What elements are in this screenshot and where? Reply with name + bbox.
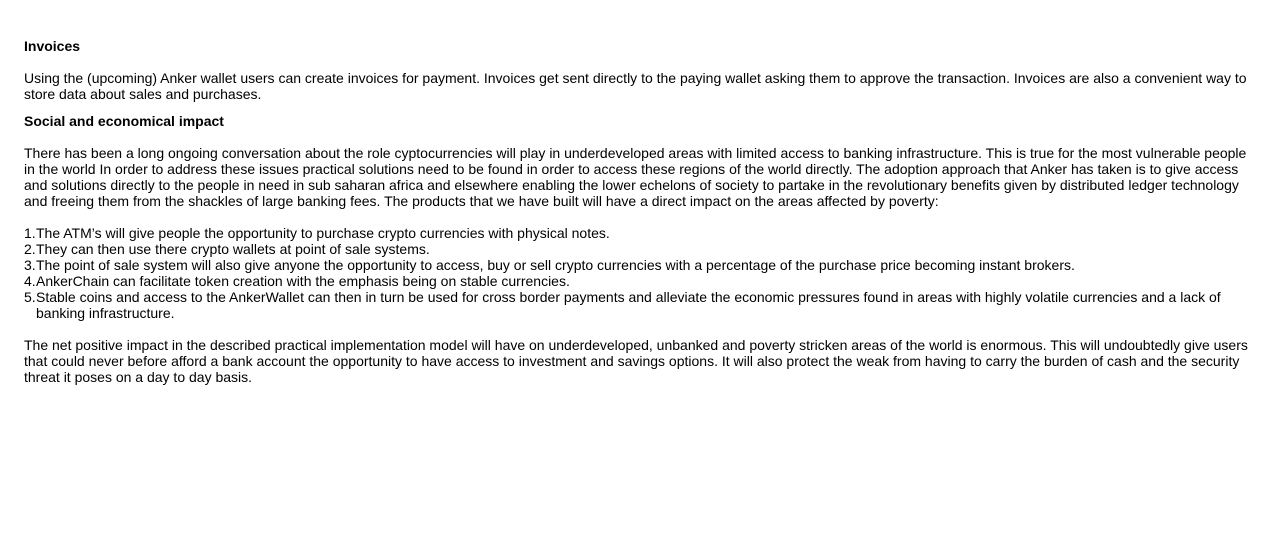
social-impact-intro-paragraph: There has been a long ongoing conversation about the role cyptocurrencies will play in underdeveloped areas with limited access to banking infrastructure. This is true for the most vulnerable people in the world In order to address these issues practical solutions need to be found in order to access these regions of the world directly. The adoption approach that Anker has taken is to give access and solutions directly to the people in need in sub saharan africa and elsewhere enabling the lower echelons of society to partake in the revolutionary benefits given by distributed ledger technology and freeing them from the shackles of large banking fees. The products that we have built will have a direct impact on the areas affected by poverty: <box>24 145 1247 209</box>
list-item <box>24 289 1256 321</box>
list-item-text: Stable coins and access to the AnkerWallet can then in turn be used for cross border payments and alleviate the economic pressures found in areas with highly volatile currencies and a lack of banking infrastructure. <box>36 289 1221 321</box>
list-item-number: 3. <box>24 257 36 273</box>
list-item-text: The ATM’s will give people the opportunity to purchase crypto currencies with physical notes. <box>36 225 610 241</box>
impact-list <box>24 225 1256 321</box>
invoices-paragraph: Using the (upcoming) Anker wallet users can create invoices for payment. Invoices get sent directly to the paying wallet asking them to approve the transaction. Invoices are also a convenient way to store data about sales and purchases. <box>24 70 1247 102</box>
list-item <box>24 257 1256 273</box>
invoices-heading: Invoices <box>24 38 81 54</box>
list-item-number: 2. <box>24 241 36 257</box>
social-impact-conclusion-paragraph: The net positive impact in the described practical implementation model will have on underdeveloped, unbanked and poverty stricken areas of the world is enormous. This will undoubtedly give users that could never before afford a bank account the opportunity to have access to investment and savings options. It will also protect the weak from having to carry the burden of cash and the security threat it poses on a day to day basis. <box>24 337 1248 385</box>
list-item-text: AnkerChain can facilitate token creation with the emphasis being on stable currencies. <box>36 273 570 289</box>
list-item <box>24 273 1256 289</box>
list-item <box>24 241 1256 257</box>
social-impact-heading: Social and economical impact <box>24 113 224 129</box>
list-item-text: The point of sale system will also give anyone the opportunity to access, buy or sell crypto currencies with a percentage of the purchase price becoming instant brokers. <box>36 257 1075 273</box>
list-item <box>24 225 1256 241</box>
list-item-number: 4. <box>24 273 36 289</box>
list-item-text: They can then use there crypto wallets at point of sale systems. <box>36 241 430 257</box>
list-item-number: 5. <box>24 289 36 305</box>
list-item-number: 1. <box>24 225 36 241</box>
